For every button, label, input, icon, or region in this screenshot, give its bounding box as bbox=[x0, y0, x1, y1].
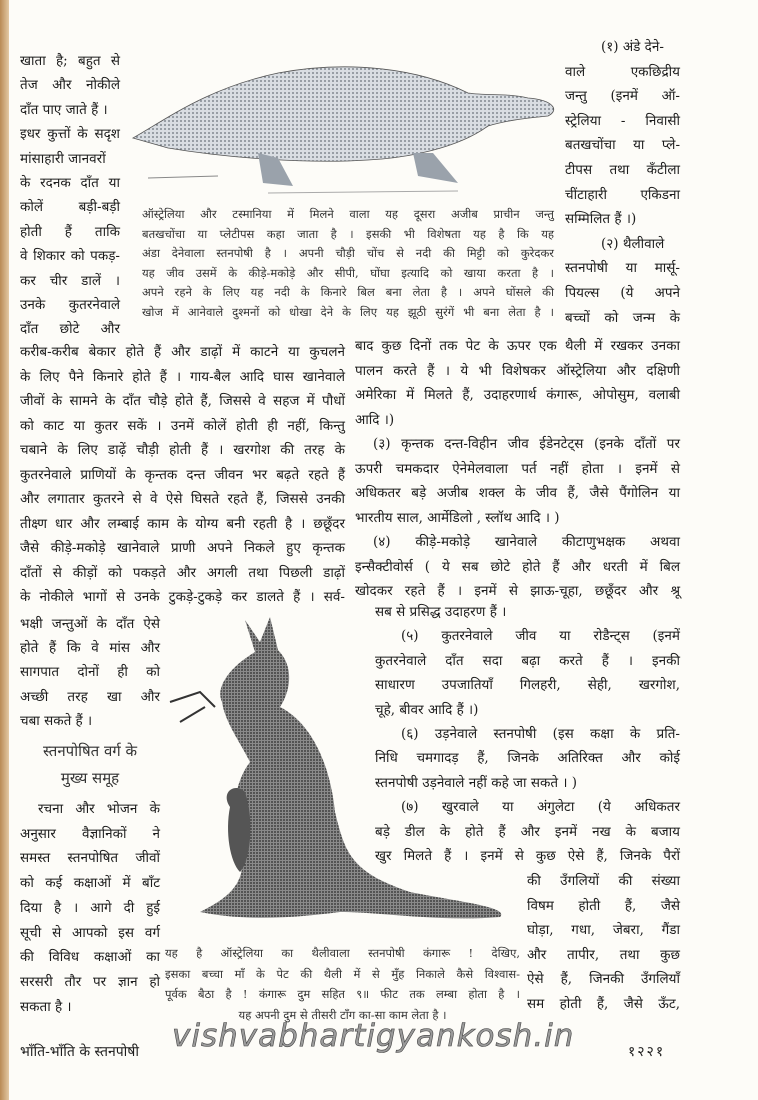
left-body-line: कुतरनेवाले प्राणियों के कृन्तक दन्त जीवन भर बढ़ते रहते हैं bbox=[20, 466, 345, 483]
right-top-column-line: पियल्स (ये अपने bbox=[565, 285, 680, 301]
left-section-line: रचना और भोजन के bbox=[38, 801, 160, 817]
running-title: भाँति-भाँति के स्तनपोषी bbox=[20, 1044, 140, 1060]
right-bottom-line: ऐसे हैं, जिनकी उँगलियाँ bbox=[527, 971, 680, 987]
right-body-line: भारतीय साल, आर्मेडिलो , स्लॉथ आदि । ) bbox=[355, 509, 560, 526]
right-top-column-line: स्ट्रेलिया - निवासी bbox=[565, 112, 680, 129]
right-mid-line: (६) उड़नेवाले स्तनपोषी (इस कक्षा के प्रति- bbox=[401, 726, 680, 742]
right-top-column-line: चींटाहारी एकिडना bbox=[565, 186, 680, 203]
left-top-column-line: उनके कुतरनेवाले bbox=[20, 297, 120, 313]
platypus-caption-line: ऑस्ट्रेलिया और टस्मानिया में मिलने वाला यह दूसरा अजीब प्राचीन जन्तु bbox=[142, 207, 554, 221]
platypus-caption-line: अपने रहने के लिए यह नदी के किनारे बिल बना लेता है । अपने घोंसले की bbox=[142, 285, 554, 299]
left-top-column-line: मांसाहारी जानवरों bbox=[20, 150, 106, 167]
right-mid-line: बड़े डील के होते हैं और इनमें नख के बजाय bbox=[375, 823, 680, 840]
left-narrow-line: चबा सकते हैं । bbox=[20, 712, 93, 729]
left-narrow-line: होते हैं कि वे मांस और bbox=[20, 640, 160, 657]
right-body-line: इन्सैक्टीवोर्स ( ये सब छोटे होते हैं और धरती में बिल bbox=[355, 558, 680, 575]
section-heading: मुख्य समूह bbox=[60, 769, 120, 787]
right-mid-line: साधारण उपजातियाँ गिलहरी, सेही, खरगोश, bbox=[375, 677, 680, 694]
kangaroo-caption-line: यह अपनी दुम से तीसरी टाँग का-सा काम लेता है । bbox=[238, 1007, 447, 1022]
right-top-column-line: (२) थैलीवाले bbox=[601, 235, 665, 252]
left-section-line: सकता है । bbox=[20, 998, 72, 1015]
right-body-line: ऊपरी चमकदार ऐनेमेलवाला पर्त नहीं होता । इनमें से bbox=[355, 460, 680, 477]
page-number: १२२१ bbox=[628, 1044, 666, 1060]
left-section-line: सरसरी तौर पर ज्ञान हो bbox=[20, 973, 160, 990]
right-body-line: (३) कृन्तक दन्त-विहीन जीव ईडेनटेट्स (इनके दाँतों पर bbox=[373, 436, 680, 452]
left-body-line: जैसे कीड़े-मकोड़े खानेवाले प्राणी अपने निकले हुए कृन्तक bbox=[20, 540, 345, 556]
left-narrow-line: भक्षी जन्तुओं के दाँत ऐसे bbox=[20, 616, 160, 632]
right-mid-line: चूहे, बीवर आदि हैं ।) bbox=[375, 701, 479, 718]
kangaroo-caption-line: पूर्वक बैठा है ! कंगारू दुम सहित ९॥ फीट तक लम्बा होता है । bbox=[165, 987, 520, 1001]
left-body-line: के नोकीले भागों से उनके टुकड़े-टुकड़े कर डालते हैं । सर्व- bbox=[20, 589, 345, 605]
right-mid-line: (७) खुरवाले या अंगुलेटा (ये अधिकतर bbox=[401, 799, 680, 816]
left-top-column-line: खाता है; बहुत से bbox=[20, 53, 120, 69]
left-narrow-line: अच्छी तरह खा और bbox=[20, 688, 160, 705]
left-top-column-line: के रदनक दाँत या bbox=[20, 175, 120, 191]
right-mid-line: निधि चमगादड़ हैं, जिनके अतिरिक्त और कोई bbox=[375, 750, 680, 767]
right-top-column-line: सम्मिलित हैं ।) bbox=[565, 211, 637, 228]
platypus-caption-line: अंडा देनेवाला स्तनपोषी है । अपनी चौड़ी चोंच से नदी की मिट्टी को कुरेदकर bbox=[142, 246, 554, 260]
right-body-line: खोदकर रहते हैं । इनमें से झाऊ-चूहा, छछूँदर और श्रू bbox=[355, 583, 680, 599]
right-mid-line: सब से प्रसिद्ध उदाहरण हैं । bbox=[375, 604, 507, 620]
left-body-line: जीवों के सामने के दाँत चौड़े होते हैं, जिससे वे सहज में पौधों bbox=[20, 393, 345, 409]
left-section-line: की विविध कक्षाओं का bbox=[20, 949, 160, 966]
platypus-illustration bbox=[128, 48, 568, 198]
left-section-line: सूची से आपको इस वर्ग bbox=[20, 924, 160, 941]
right-body-line: अधिकतर बड़े अजीब शक्ल के जीव हैं, जैसे पैंगोलिन या bbox=[355, 485, 680, 501]
platypus-caption-line: यह जीव उसमें के कीड़े-मकोड़े और सीपी, घोंघा इत्यादि को खाया करता है । bbox=[142, 265, 554, 280]
right-bottom-line: की उँगलियों की संख्या bbox=[527, 873, 680, 889]
left-section-line: को कई कक्षाओं में बाँट bbox=[20, 875, 160, 892]
right-body-line: अमेरिका में मिलते हैं, उदाहरणार्थ कंगारू, ओपोसुम, वलाबी bbox=[355, 387, 680, 403]
right-bottom-line: घोड़ा, गधा, जेबरा, गैंडा bbox=[527, 922, 680, 938]
right-top-column-line: जन्तु (इनमें ऑ- bbox=[565, 88, 680, 105]
right-top-column-line: वाले एकछिद्रीय bbox=[565, 63, 680, 80]
right-top-column-line: टीपस तथा कँटीला bbox=[565, 162, 680, 178]
right-top-column-line: स्तनपोषी या मार्सू- bbox=[565, 260, 680, 277]
left-body-line: के लिए पैने किनारे होते हैं । गाय-बैल आदि घास खानेवाले bbox=[20, 368, 345, 385]
left-body-line: चबाने के लिए डाढ़ें चौड़ी होती हैं । खरगोश की तरह के bbox=[20, 442, 345, 458]
left-top-column-line: दाँत छोटे और bbox=[20, 321, 120, 338]
left-top-column-line: इधर कुत्तों के सदृश bbox=[20, 126, 120, 143]
right-top-column-line: बच्चों को जन्म के bbox=[565, 309, 680, 326]
right-body-line: आदि ।) bbox=[355, 411, 395, 428]
left-section-line: अनुसार वैज्ञानिकों ने bbox=[20, 825, 160, 842]
left-top-column-line: कर चीर डालें । bbox=[20, 272, 120, 289]
left-section-line: समस्त स्तनपोषित जीवों bbox=[20, 850, 160, 867]
kangaroo-caption-line: यह है ऑस्ट्रेलिया का थैलीवाला स्तनपोषी कंगारू ! देखिए, bbox=[165, 946, 520, 960]
right-bottom-line: विषम होती हैं, जैसे bbox=[527, 897, 680, 914]
right-body-line: बाद कुछ दिनों तक पेट के ऊपर एक थैली में रखकर उनका bbox=[355, 338, 680, 354]
right-mid-line: (५) कुतरनेवाले जीव या रोडैन्ट्स (इनमें bbox=[401, 628, 680, 645]
right-mid-line: स्तनपोषी उड़नेवाले नहीं कहे जा सकते । ) bbox=[375, 774, 577, 791]
kangaroo-caption-line: इसका बच्चा माँ के पेट की थैली में से मुँह निकाले कैसे विश्वास- bbox=[165, 966, 520, 981]
right-mid-line: खुर मिलते हैं । इनमें से कुछ ऐसे हैं, जिनके पैरों bbox=[375, 848, 680, 864]
platypus-caption-line: बतखचोंचा या प्लेटीपस कहा जाता है । इसकी भी विशेषता यह है कि यह bbox=[142, 226, 554, 241]
left-top-column-line: वे शिकार को पकड़- bbox=[20, 248, 120, 265]
section-heading: स्तनपोषित वर्ग के bbox=[42, 742, 138, 760]
left-top-column-line: होती हैं ताकि bbox=[20, 223, 120, 240]
left-top-column-line: दाँत पाए जाते हैं । bbox=[20, 101, 108, 118]
watermark: vishvabhartigyankosh.in bbox=[172, 1018, 575, 1054]
right-top-column-line: (१) अंडे देने- bbox=[601, 39, 664, 55]
right-bottom-line: सम होती हैं, जैसे ऊँट, bbox=[527, 995, 680, 1012]
right-bottom-line: और तापीर, तथा कुछ bbox=[527, 946, 680, 963]
left-section-line: दिया है । आगे दी हुई bbox=[20, 899, 160, 916]
page-edge bbox=[0, 0, 9, 1100]
left-body-line: और लगातार कुतरने से वे ऐसे घिसते रहते हैं, जिससे उनकी bbox=[20, 491, 345, 507]
left-top-column-line: कोलें बड़ी-बड़ी bbox=[20, 199, 120, 216]
left-body-line: करीब-करीब बेकार होते हैं और डाढ़ों में काटने या कुचलने bbox=[20, 344, 345, 360]
left-body-line: दाँतों से कीड़ों को पकड़ते और अगली तथा पिछली डाढ़ों bbox=[20, 564, 345, 581]
left-body-line: तीक्ष्ण धार और लम्बाई काम के योग्य बनी रहती है । छछूँदर bbox=[20, 515, 345, 532]
left-body-line: को काट या कुतर सकें । उनमें कोलें होती ही नहीं, किन्तु bbox=[20, 417, 345, 434]
right-body-line: पालन करते हैं । ये भी विशेषकर ऑस्ट्रेलिया और दक्षिणी bbox=[355, 362, 680, 379]
left-narrow-line: सागपात दोनों ही को bbox=[20, 664, 160, 681]
right-mid-line: कुतरनेवाले दाँत सदा बढ़ा करते हैं । इनकी bbox=[375, 652, 680, 669]
right-top-column-line: बतखचोंचा या प्ले- bbox=[565, 137, 680, 154]
left-top-column-line: तेज और नोकीले bbox=[20, 77, 120, 94]
right-body-line: (४) कीड़े-मकोड़े खानेवाले कीटाणुभक्षक अथवा bbox=[373, 534, 680, 550]
platypus-caption-line: खोज में आनेवाले दुश्मनों को धोखा देने के लिए यह झूठी सुरंगें भी बना लेता है । bbox=[142, 304, 554, 319]
